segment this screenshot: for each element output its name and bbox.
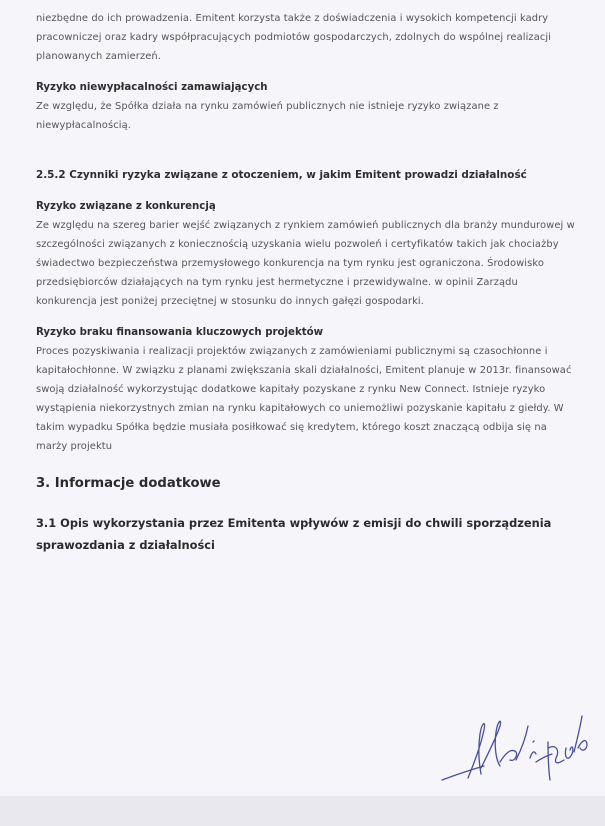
risk-insolvency-heading: Ryzyko niewypłacalności zamawiających bbox=[36, 82, 268, 93]
risk-competition-heading: Ryzyko związane z konkurencją bbox=[36, 201, 216, 212]
scan-bottom-edge bbox=[0, 796, 605, 826]
risk-financing-paragraph: Proces pozyskiwania i realizacji projektów związanych z zamówieniami publicznymi są czasochłonne i kapitałochłonne. W związku z planami zwiększania skali działalności, Emitent planuje w 2013r. finansować swoją działalność wykorzystując dodatkowe kapitały pozyskane z rynku New Connect. Istnieje ryzyko wystąpienia niekorzystnych zmian na rynku kapitałowych co uniemożliwi pozyskanie kapitału z giełdy. W takim wypadku Spółka będzie musiała posiłkować się kredytem, którego koszt znaczącą odbija się na marży projektu bbox=[36, 346, 572, 452]
page-content bbox=[36, 9, 576, 556]
risk-competition-paragraph: Ze względu na szereg barier wejść związanych z rynkiem zamówień publicznych dla branży mundurowej w szczególności związanych z koniecznością uzyskania wielu pozwoleń i certyfikatów takich jak chociażby świadectwo bezpieczeństwa przemysłowego konkurencja na tym rynku jest ograniczona. Środowisko przedsiębiorców działających na tym rynku jest hermetyczne i przewidywalne. w opinii Zarządu konkurencja jest poniżej przeciętnej w stosunku do innych gałęzi gospodarki. bbox=[36, 220, 575, 307]
section-3-heading: 3. Informacje dodatkowe bbox=[36, 476, 221, 491]
section-3-1-heading: 3.1 Opis wykorzystania przez Emitenta wpływów z emisji do chwili sporządzenia sprawozdania z działalności bbox=[36, 516, 552, 552]
risk-financing-heading: Ryzyko braku finansowania kluczowych projektów bbox=[36, 327, 324, 338]
risk-insolvency-paragraph: Ze względu, że Spółka działa na rynku zamówień publicznych nie istnieje ryzyko związane z niewypłacalnością. bbox=[36, 101, 499, 131]
section-2-5-2-heading: 2.5.2 Czynniki ryzyka związane z otoczeniem, w jakim Emitent prowadzi działalność bbox=[36, 169, 527, 181]
intro-paragraph: niezbędne do ich prowadzenia. Emitent korzysta także z doświadczenia i wysokich kompetencji kadry pracowniczej oraz kadry współpracujących podmiotów gospodarczych, zdolnych do wspólnej realizacji planowanych zamierzeń. bbox=[36, 13, 552, 62]
handwritten-signature bbox=[440, 708, 590, 798]
